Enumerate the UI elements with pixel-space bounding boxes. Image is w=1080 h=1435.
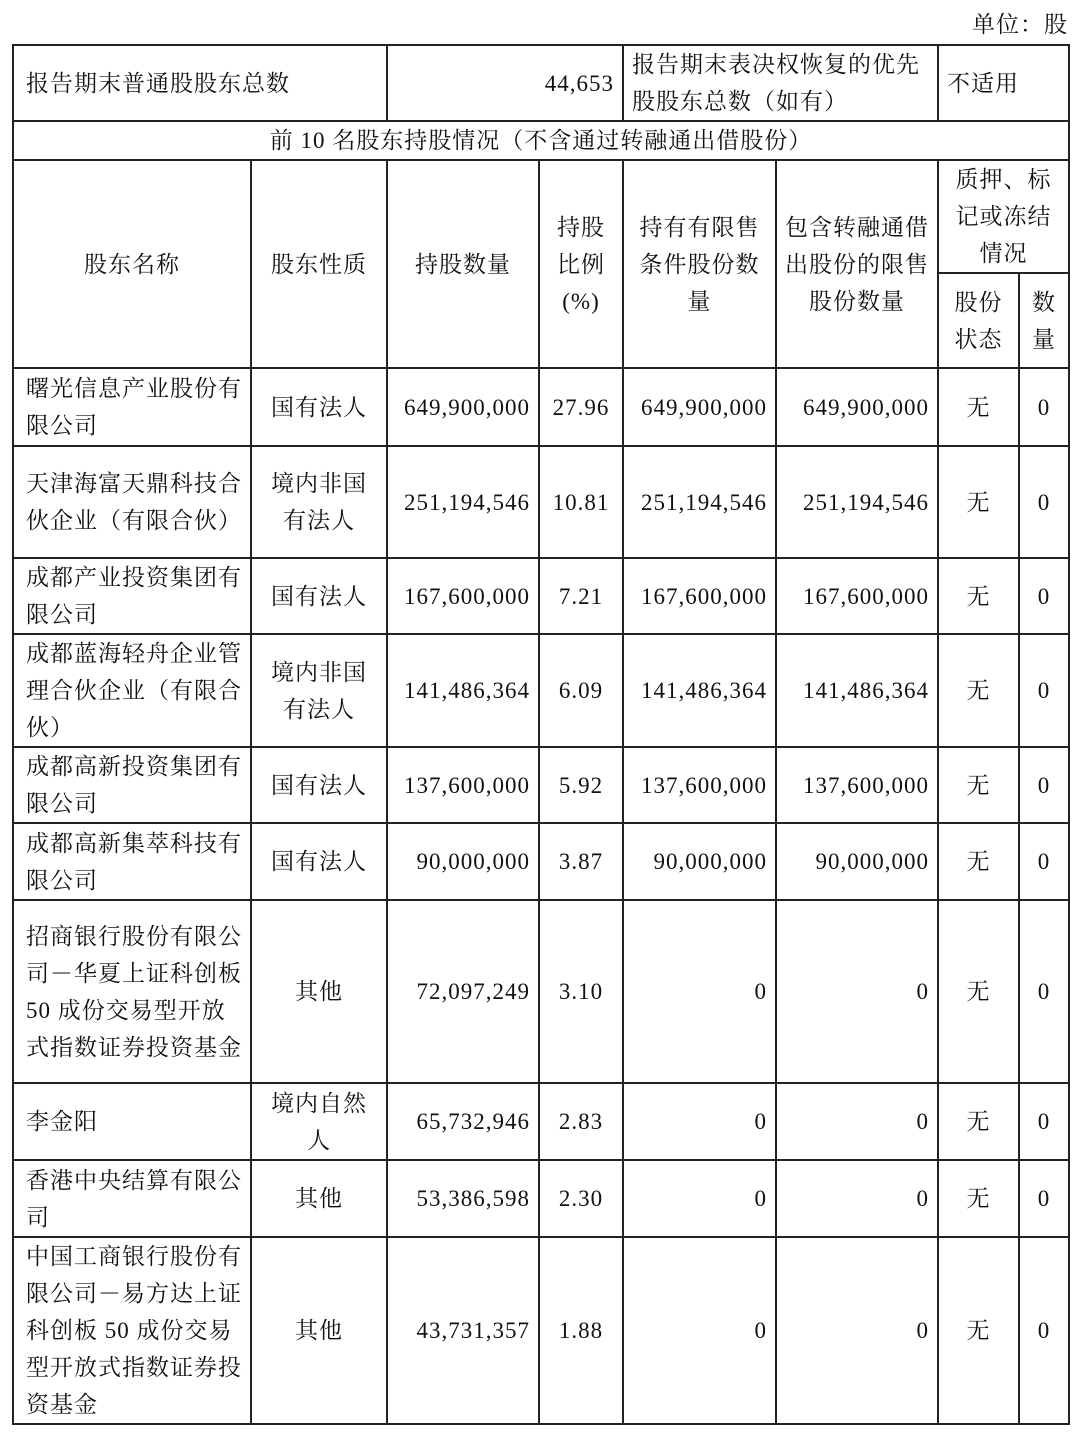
- header-restricted: 持有有限售条件股份数量: [623, 160, 776, 368]
- total-holders-value: 44,653: [387, 45, 623, 121]
- lent-restricted-shares: 0: [776, 1083, 938, 1160]
- table-row: [13, 634, 1069, 747]
- table-row: [13, 823, 1069, 900]
- table-row: [13, 446, 1069, 558]
- section-title-row: [13, 121, 1069, 160]
- pledge-qty: 0: [1019, 747, 1069, 823]
- unit-label: 单位：股: [972, 12, 1068, 37]
- pledge-status: 无: [938, 634, 1019, 747]
- lent-restricted-shares: 90,000,000: [776, 823, 938, 900]
- pledge-status: 无: [938, 558, 1019, 634]
- restricted-shares: 0: [623, 1237, 776, 1424]
- shareholder-nature: 国有法人: [251, 747, 387, 823]
- shares: 251,194,546: [387, 446, 539, 558]
- pledge-status: 无: [938, 1237, 1019, 1424]
- shares: 137,600,000: [387, 747, 539, 823]
- pledge-status: 无: [938, 1083, 1019, 1160]
- shareholder-name: 李金阳: [13, 1083, 251, 1160]
- shareholder-name: 成都高新投资集团有限公司: [13, 747, 251, 823]
- shares: 90,000,000: [387, 823, 539, 900]
- ratio: 2.30: [539, 1160, 623, 1237]
- lent-restricted-shares: 167,600,000: [776, 558, 938, 634]
- table-row: [13, 1160, 1069, 1237]
- lent-restricted-shares: 0: [776, 900, 938, 1083]
- shareholder-nature: 境内非国有法人: [251, 446, 387, 558]
- shareholder-name: 曙光信息产业股份有限公司: [13, 368, 251, 446]
- restricted-shares: 0: [623, 1160, 776, 1237]
- header-shares: 持股数量: [387, 160, 539, 368]
- lent-restricted-shares: 141,486,364: [776, 634, 938, 747]
- pledge-status: 无: [938, 747, 1019, 823]
- pledge-status: 无: [938, 900, 1019, 1083]
- header-name: 股东名称: [13, 160, 251, 368]
- shareholder-nature: 国有法人: [251, 823, 387, 900]
- lent-restricted-shares: 649,900,000: [776, 368, 938, 446]
- restricted-shares: 167,600,000: [623, 558, 776, 634]
- restricted-shares: 0: [623, 1083, 776, 1160]
- shareholder-nature: 国有法人: [251, 558, 387, 634]
- ratio: 1.88: [539, 1237, 623, 1424]
- shares: 167,600,000: [387, 558, 539, 634]
- shares: 43,731,357: [387, 1237, 539, 1424]
- preferred-holders-value: 不适用: [938, 45, 1069, 121]
- lent-restricted-shares: 0: [776, 1160, 938, 1237]
- restricted-shares: 141,486,364: [623, 634, 776, 747]
- lent-restricted-shares: 251,194,546: [776, 446, 938, 558]
- pledge-status: 无: [938, 368, 1019, 446]
- table-row: [13, 900, 1069, 1083]
- preferred-holders-label: 报告期末表决权恢复的优先股股东总数（如有）: [623, 45, 938, 121]
- lent-restricted-shares: 137,600,000: [776, 747, 938, 823]
- shareholder-name: 成都高新集萃科技有限公司: [13, 823, 251, 900]
- shareholder-nature: 其他: [251, 1160, 387, 1237]
- shares: 649,900,000: [387, 368, 539, 446]
- table-row: [13, 747, 1069, 823]
- header-pledge-group: 质押、标记或冻结情况: [938, 160, 1069, 273]
- shares: 141,486,364: [387, 634, 539, 747]
- pledge-qty: 0: [1019, 823, 1069, 900]
- ratio: 10.81: [539, 446, 623, 558]
- pledge-qty: 0: [1019, 558, 1069, 634]
- pledge-qty: 0: [1019, 1237, 1069, 1424]
- shareholder-name: 成都产业投资集团有限公司: [13, 558, 251, 634]
- pledge-qty: 0: [1019, 1083, 1069, 1160]
- lent-restricted-shares: 0: [776, 1237, 938, 1424]
- shareholder-nature: 境内自然人: [251, 1083, 387, 1160]
- shareholder-name: 成都蓝海轻舟企业管理合伙企业（有限合伙）: [13, 634, 251, 747]
- shareholder-name: 香港中央结算有限公司: [13, 1160, 251, 1237]
- total-holders-label: 报告期末普通股股东总数: [13, 45, 387, 121]
- pledge-qty: 0: [1019, 368, 1069, 446]
- restricted-shares: 0: [623, 900, 776, 1083]
- ratio: 6.09: [539, 634, 623, 747]
- restricted-shares: 137,600,000: [623, 747, 776, 823]
- restricted-shares: 251,194,546: [623, 446, 776, 558]
- header-pledge-qty: 数量: [1019, 273, 1069, 368]
- pledge-qty: 0: [1019, 446, 1069, 558]
- shareholder-name: 天津海富天鼎科技合伙企业（有限合伙）: [13, 446, 251, 558]
- pledge-status: 无: [938, 823, 1019, 900]
- shareholder-nature: 境内非国有法人: [251, 634, 387, 747]
- shares: 72,097,249: [387, 900, 539, 1083]
- ratio: 2.83: [539, 1083, 623, 1160]
- header-row: [13, 160, 1069, 273]
- restricted-shares: 649,900,000: [623, 368, 776, 446]
- table-row: [13, 1237, 1069, 1424]
- summary-row: [13, 45, 1069, 121]
- header-nature: 股东性质: [251, 160, 387, 368]
- table-row: [13, 368, 1069, 446]
- pledge-qty: 0: [1019, 900, 1069, 1083]
- section-title: 前 10 名股东持股情况（不含通过转融通出借股份）: [13, 121, 1069, 160]
- table-row: [13, 558, 1069, 634]
- pledge-status: 无: [938, 446, 1019, 558]
- shareholder-nature: 国有法人: [251, 368, 387, 446]
- restricted-shares: 90,000,000: [623, 823, 776, 900]
- shares: 53,386,598: [387, 1160, 539, 1237]
- ratio: 5.92: [539, 747, 623, 823]
- top-shareholders-table: [12, 44, 1070, 1425]
- ratio: 3.87: [539, 823, 623, 900]
- header-ratio: 持股比例(%): [539, 160, 623, 368]
- shareholder-nature: 其他: [251, 1237, 387, 1424]
- pledge-qty: 0: [1019, 634, 1069, 747]
- header-lent: 包含转融通借出股份的限售股份数量: [776, 160, 938, 368]
- pledge-status: 无: [938, 1160, 1019, 1237]
- ratio: 3.10: [539, 900, 623, 1083]
- shares: 65,732,946: [387, 1083, 539, 1160]
- pledge-qty: 0: [1019, 1160, 1069, 1237]
- header-pledge-status: 股份状态: [938, 273, 1019, 368]
- ratio: 27.96: [539, 368, 623, 446]
- ratio: 7.21: [539, 558, 623, 634]
- shareholder-nature: 其他: [251, 900, 387, 1083]
- shareholder-name: 中国工商银行股份有限公司－易方达上证科创板 50 成份交易型开放式指数证券投资基金: [13, 1237, 251, 1424]
- shareholder-name: 招商银行股份有限公司－华夏上证科创板 50 成份交易型开放式指数证券投资基金: [13, 900, 251, 1083]
- table-row: [13, 1083, 1069, 1160]
